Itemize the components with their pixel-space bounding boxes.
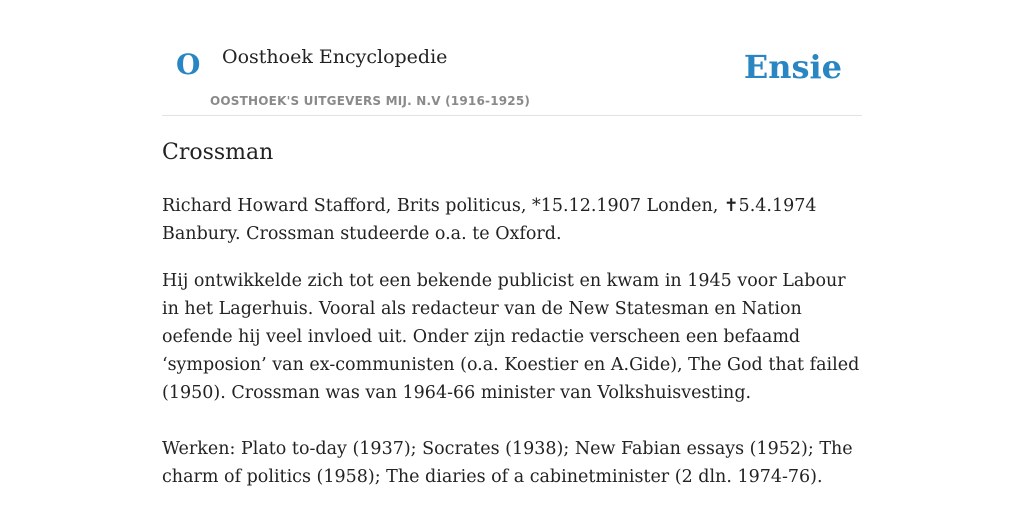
- paragraph-career: Hij ontwikkelde zich tot een bekende publicist en kwam in 1945 voor Labour in het Lagerhuis. Vooral als redacteur van de New Statesman en Nation oefende hij veel invloed uit. Onder zijn redactie verscheen een befaamd ‘symposion’ van ex-communisten (o.a. Koestier en A.Gide), The God that failed (1950). Crossman was van 1964-66 minister van Volkshuisvesting.: [162, 271, 860, 403]
- site-header: [162, 0, 862, 116]
- ensie-brand-link[interactable]: Ensie: [743, 48, 842, 86]
- entry-title: Crossman: [162, 140, 274, 165]
- paragraph-works: Werken: Plato to-day (1937); Socrates (1938); New Fabian essays (1952); The charm of politics (1958); The diaries of a cabinetminister (2 dln. 1974-76).: [162, 439, 853, 487]
- site-title-link[interactable]: Oosthoek Encyclopedie: [222, 46, 448, 68]
- publisher-subtitle: OOSTHOEK'S UITGEVERS MIJ. N.V (1916-1925): [210, 94, 531, 108]
- entry-content: [162, 192, 867, 510]
- page: [162, 0, 862, 487]
- paragraph-biography: Richard Howard Stafford, Brits politicus, *15.12.1907 Londen, ✝5.4.1974 Banbury. Crossman studeerde o.a. te Oxford.: [162, 196, 817, 244]
- oosthoek-logo-icon[interactable]: O: [176, 48, 201, 81]
